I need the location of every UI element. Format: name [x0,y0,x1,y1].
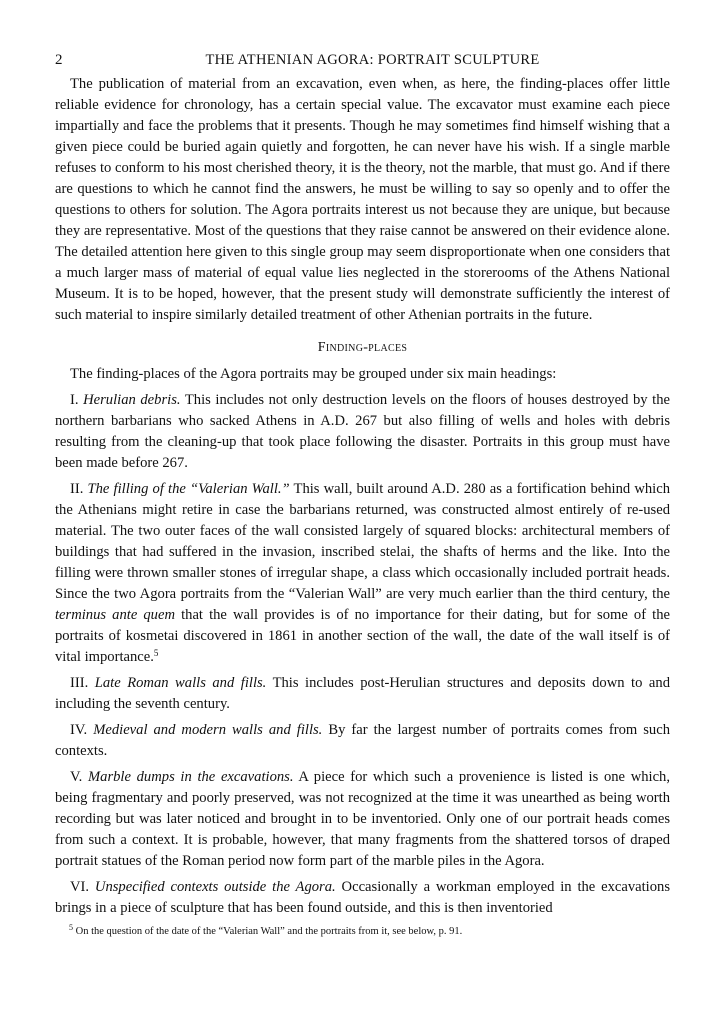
footnote-reference[interactable]: 5 [153,648,159,658]
item-title: The filling of the “Valerian Wall.” [87,481,290,497]
item-title: Medieval and modern walls and fills. [93,722,323,738]
document-page [55,50,670,944]
item-numeral: III. [70,675,89,691]
item-numeral: II. [70,481,84,497]
page-number: 2 [55,52,63,68]
section-heading: Finding-places [317,340,408,355]
item-numeral: IV. [70,722,88,738]
list-item-4 [55,720,670,762]
footnote-text: On the question of the date of the “Valerian Wall” and the portraits from it, see below, p. 91. [75,926,463,937]
item-title: Late Roman walls and fills. [94,675,267,691]
item-title: Marble dumps in the excavations. [88,769,294,785]
item-text: This includes post-Herulian structures and deposits down to and including the seventh century. [55,675,670,712]
running-head [55,50,670,72]
item-text-continued: that the wall provides is of no importance for their dating, but for some of the portraits of kosmetai discovered in 1861 in another section of the wall, the date of the wall itself is of vital importance. [55,607,670,665]
intro-paragraph: The publication of material from an excavation, even when, as here, the finding-places offer little reliable evidence for chronology, has a certain special value. The excavator must examine each piece impartially and face the problems that it presents. Though he may sometimes find himself wishing that a given piece could be buried again quietly and forgotten, he can never have his wish. If a single marble refuses to conform to his most cherished theory, it is the theory, not the marble, that must go. And if there are questions to which he cannot find the answers, he must be willing to say so openly and to offer the questions to others for solution. The Agora portraits interest us not because they are unique, but because they are representative. Most of the questions that they raise cannot be answered on their evidence alone. The detailed attention here given to this single group may seem disproportionate when one considers that a much larger mass of material of equal value lies neglected in the storerooms of the Athens National Museum. It is to be hoped, however, that the present study will demonstrate sufficiently the interest of such material to inspire similarly detailed treatment of other Athenian portraits in the future. [55,76,670,323]
item-numeral: I. [70,392,79,408]
list-item-2 [55,479,670,668]
item-title: Unspecified contexts outside the Agora. [94,879,336,895]
list-item-3 [55,673,670,715]
item-emphasis: terminus ante quem [55,607,175,623]
list-item-5 [55,767,670,872]
item-title: Herulian debris. [83,392,181,408]
footnote [55,925,670,939]
item-numeral: V. [70,769,83,785]
item-text: A piece for which such a provenience is listed is one which, being fragmentary and poorly preserved, was not recognized at the time it was unearthed as being worth recording but was later noticed and brought in to be inventoried. Only one of our portrait heads comes from such a context. It is probable, however, that many fragments from the shattered torsos of draped portrait statues of the Roman period now form part of the marble piles in the Agora. [55,769,671,869]
list-item-6 [55,877,670,919]
item-text: This includes not only destruction levels on the floors of houses destroyed by the northern barbarians who sacked Athens in A.D. 267 but also filling of wells and holes with debris resulting from the cleaning-up that took place following the disaster. Portraits in this group must have been made before 267. [55,392,671,471]
item-text: By far the largest number of portraits comes from such contexts. [55,722,670,759]
item-numeral: VI. [70,879,90,895]
list-item-1 [55,390,670,474]
item-text: Occasionally a workman employed in the excavations brings in a piece of sculpture that has been found outside, and this is then inventoried [55,879,671,916]
section-intro: The finding-places of the Agora portraits may be grouped under six main headings: [70,366,557,382]
item-text: This wall, built around A.D. 280 as a fortification behind which the Athenians might retire in case the barbarians returned, was constructed almost entirely of re-used material. The two outer faces of the wall consisted largely of squared blocks: architectural members of buildings that had suffered in the invasion, inscribed stelai, the shafts of herms and the like. Into the filling were thrown smaller stones of irregular shape, a class which occasionally included portrait heads. Since the two Agora portraits from the “Valerian Wall” are very much earlier than the third century, the [55,481,670,602]
footnote-mark: 5 [69,923,73,932]
running-title: THE ATHENIAN AGORA: PORTRAIT SCULPTURE [205,52,540,68]
